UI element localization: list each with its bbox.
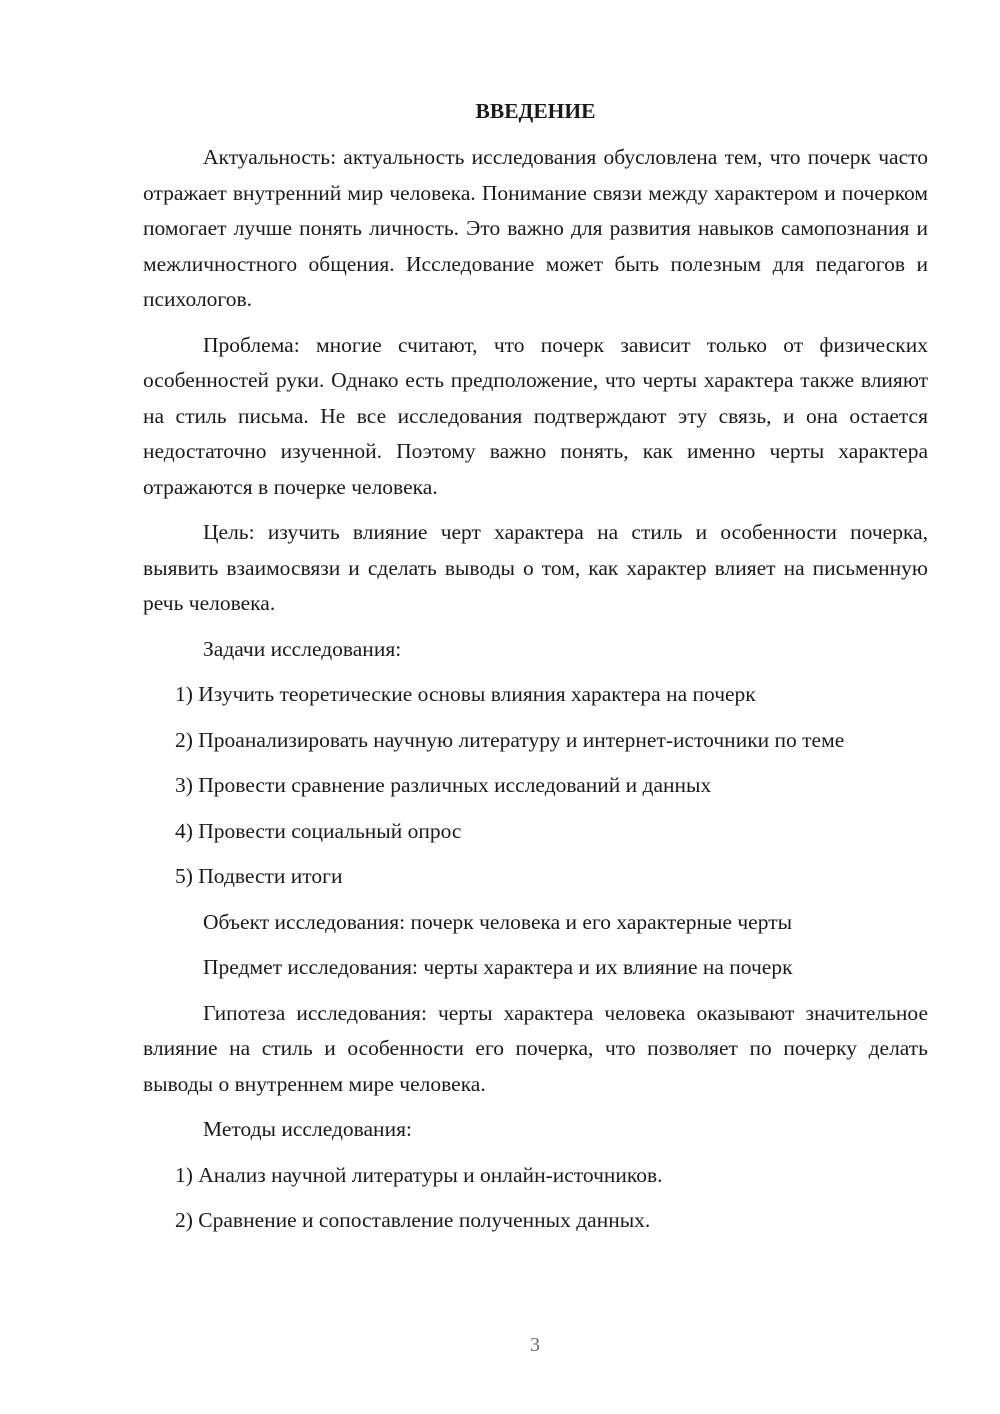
methods-title: Методы исследования: xyxy=(203,1117,412,1141)
section-heading: ВВЕДЕНИЕ xyxy=(475,99,596,123)
task-item: 5) Подвести итоги xyxy=(175,864,343,888)
research-object: Объект исследования: почерк человека и его характерные черты xyxy=(203,909,793,934)
task-item: 4) Провести социальный опрос xyxy=(175,818,462,843)
page-number: 3 xyxy=(530,1334,540,1356)
research-subject: Предмет исследования: черты характера и их влияние на почерк xyxy=(203,955,793,979)
goal-paragraph: Цель: изучить влияние черт характера на стиль и особенности почерка, выявить взаимосвязи и сделать выводы о том, как характер влияет на письменную речь человека. xyxy=(143,520,928,615)
task-item: 1) Изучить теоретические основы влияния характера на почерк xyxy=(175,682,756,706)
problem-paragraph: Проблема: многие считают, что почерк зависит только от физических особенностей руки. Однако есть предположение, что черты характера также влияют на стиль письма. Не все исследования подтверждают эту связь, и она остается недостаточно изученной. Поэтому важно понять, как именно черты характера отражаются в почерке человека. xyxy=(143,332,928,499)
task-item: 2) Проанализировать научную литературу и интернет-источники по теме xyxy=(175,727,845,752)
tasks-title: Задачи исследования: xyxy=(203,636,402,661)
relevance-paragraph: Актуальность: актуальность исследования обусловлена тем, что почерк часто отражает внутренний мир человека. Понимание связи между характером и почерком помогает лучше понять личность. Это важно для развития навыков самопознания и межличностного общения. Исследование может быть полезным для педагогов и психологов. xyxy=(143,145,928,311)
method-item: 2) Сравнение и сопоставление полученных данных. xyxy=(175,1208,651,1232)
method-item: 1) Анализ научной литературы и онлайн-источников. xyxy=(175,1162,663,1187)
methods-list xyxy=(143,1158,928,1239)
tasks-list xyxy=(143,677,928,895)
hypothesis-paragraph: Гипотеза исследования: черты характера человека оказывают значительное влияние на стиль и особенности его почерка, что позволяет по почерку делать выводы о внутреннем мире человека. xyxy=(143,1000,928,1096)
task-item: 3) Провести сравнение различных исследований и данных xyxy=(175,773,712,797)
document-page xyxy=(143,96,928,1249)
